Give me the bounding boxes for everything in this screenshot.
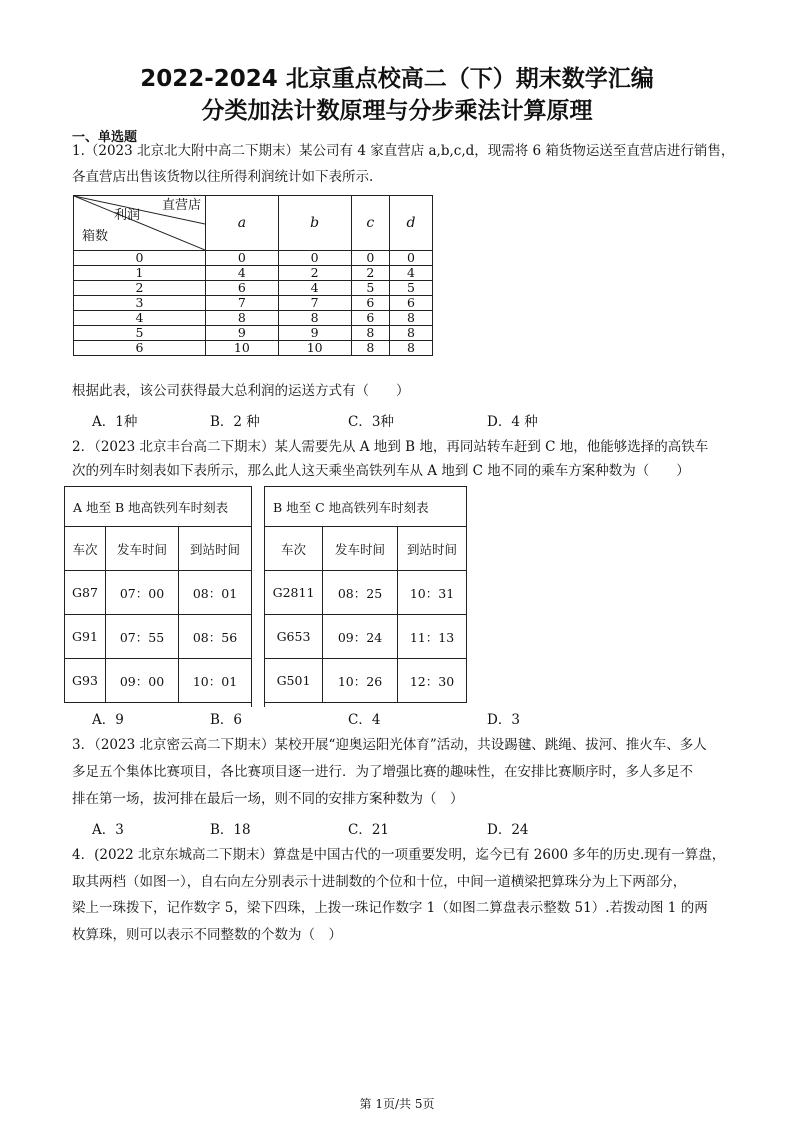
cell: 0	[351, 251, 390, 266]
q2-option-b[interactable]: B．6	[210, 712, 243, 728]
cell: 0	[390, 251, 433, 266]
table-row	[74, 281, 433, 296]
cell: 10	[206, 341, 279, 356]
cell: 6	[206, 281, 279, 296]
cell: G2811	[265, 571, 323, 615]
table-row	[265, 571, 467, 615]
table-row	[74, 341, 433, 356]
cell: 2	[351, 266, 390, 281]
cell: 4	[206, 266, 279, 281]
table-row	[74, 311, 433, 326]
table-row	[74, 296, 433, 311]
cell: 0	[206, 251, 279, 266]
q1-option-b[interactable]: B．2 种	[210, 414, 260, 430]
cell: 08：25	[323, 571, 398, 615]
cell: 8	[351, 326, 390, 341]
cell: 5	[74, 326, 206, 341]
cell: 09：00	[106, 659, 179, 703]
q1-option-c[interactable]: C．3种	[348, 414, 394, 430]
q3-option-a[interactable]: A．3	[92, 822, 124, 838]
header-arrive: 到站时间	[398, 527, 467, 571]
cell: 7	[278, 296, 351, 311]
q1-stem-line2: 各直营店出售该货物以往所得利润统计如下表所示.	[72, 169, 374, 185]
page-footer: 第 1页/共 5页	[359, 1097, 435, 1111]
q4-stem-line3: 梁上一珠拨下，记作数字 5，梁下四珠，上拨一珠记作数字 1（如图二算盘表示整数 51）.若拨动图 1 的两	[72, 900, 708, 916]
col-header-b: b	[278, 196, 351, 251]
header-arrive: 到站时间	[179, 527, 252, 571]
col-header-d: d	[390, 196, 433, 251]
cell: 5	[351, 281, 390, 296]
header-depart: 发车时间	[323, 527, 398, 571]
profit-table	[73, 195, 433, 356]
table-separator	[251, 486, 265, 707]
diag-label-profit: 利润	[114, 208, 141, 223]
cell: 0	[278, 251, 351, 266]
header-train-no: 车次	[65, 527, 106, 571]
q1-stem-line1: 1.（2023 北京北大附中高二下期末）某公司有 4 家直营店 a,b,c,d，现需将 6 箱货物运送至直营店进行销售，	[72, 143, 735, 159]
cell: 2	[74, 281, 206, 296]
cell: 6	[390, 296, 433, 311]
cell: 7	[206, 296, 279, 311]
q2-option-d[interactable]: D．3	[487, 712, 520, 728]
table-row	[265, 615, 467, 659]
q3-option-c[interactable]: C．21	[348, 822, 390, 838]
train-table-b-to-c	[264, 486, 467, 703]
q3-stem-line1: 3．（2023 北京密云高二下期末）某校开展“迎奥运阳光体育”活动，共设踢毽、跳绳、拔河、推火车、多人	[72, 737, 707, 753]
cell: 11：13	[398, 615, 467, 659]
col-header-c: c	[351, 196, 390, 251]
q2-option-a[interactable]: A．9	[92, 712, 124, 728]
train-table-b-title: B 地至 C 地高铁列车时刻表	[265, 487, 467, 527]
cell: G93	[65, 659, 106, 703]
cell: 4	[74, 311, 206, 326]
q3-stem-line3: 排在第一场，拔河排在最后一场，则不同的安排方案种数为（ ）	[72, 791, 464, 807]
cell: 2	[278, 266, 351, 281]
q3-option-b[interactable]: B．18	[210, 822, 251, 838]
table-row	[65, 615, 252, 659]
q3-option-d[interactable]: D．24	[487, 822, 529, 838]
cell: 10：01	[179, 659, 252, 703]
cell: G91	[65, 615, 106, 659]
train-table-a-to-b	[64, 486, 252, 703]
cell: 07：55	[106, 615, 179, 659]
profit-table-diagonal-header	[74, 196, 206, 251]
q1-option-d[interactable]: D．4 种	[487, 414, 538, 430]
cell: 6	[351, 311, 390, 326]
q1-option-a[interactable]: A．1种	[92, 414, 138, 430]
cell: G653	[265, 615, 323, 659]
q2-option-c[interactable]: C．4	[348, 712, 381, 728]
cell: 08：56	[179, 615, 252, 659]
cell: 0	[74, 251, 206, 266]
cell: 4	[390, 266, 433, 281]
cell: 09：24	[323, 615, 398, 659]
cell: 8	[390, 326, 433, 341]
document-title-line1: 2022-2024 北京重点校高二（下）期末数学汇编	[140, 66, 654, 92]
table-row	[65, 571, 252, 615]
table-row	[65, 659, 252, 703]
table-row	[74, 266, 433, 281]
cell: 9	[206, 326, 279, 341]
cell: 6	[351, 296, 390, 311]
q2-stem-line2: 次的列车时刻表如下表所示，那么此人这天乘坐高铁列车从 A 地到 C 地不同的乘车方案种数为（ ）	[72, 463, 690, 479]
table-row	[74, 326, 433, 341]
cell: G501	[265, 659, 323, 703]
cell: 1	[74, 266, 206, 281]
cell: 12：30	[398, 659, 467, 703]
cell: 5	[390, 281, 433, 296]
cell: 6	[74, 341, 206, 356]
cell: G87	[65, 571, 106, 615]
cell: 07：00	[106, 571, 179, 615]
header-depart: 发车时间	[106, 527, 179, 571]
diag-label-boxes: 箱数	[82, 229, 109, 244]
cell: 8	[390, 311, 433, 326]
q2-stem-line1: 2．（2023 北京丰台高二下期末）某人需要先从 A 地到 B 地，再同站转车赶到 C 地，他能够选择的高铁车	[72, 439, 709, 455]
table-row	[74, 251, 433, 266]
q3-stem-line2: 多足五个集体比赛项目，各比赛项目逐一进行．为了增强比赛的趣味性，在安排比赛顺序时，多人多足不	[72, 764, 693, 780]
cell: 4	[278, 281, 351, 296]
section-heading: 一、单选题	[72, 130, 138, 145]
q4-stem-line4: 枚算珠，则可以表示不同整数的个数为（ ）	[72, 927, 342, 943]
cell: 10：31	[398, 571, 467, 615]
document-title-line2: 分类加法计数原理与分步乘法计算原理	[201, 98, 593, 124]
header-train-no: 车次	[265, 527, 323, 571]
q4-stem-line2: 取其两档（如图一），自右向左分别表示十进制数的个位和十位，中间一道横梁把算珠分为上下两部分，	[72, 874, 687, 890]
cell: 8	[390, 341, 433, 356]
cell: 9	[278, 326, 351, 341]
cell: 08：01	[179, 571, 252, 615]
cell: 10：26	[323, 659, 398, 703]
cell: 10	[278, 341, 351, 356]
train-table-a-title: A 地至 B 地高铁列车时刻表	[65, 487, 252, 527]
diag-label-store: 直营店	[161, 198, 201, 213]
col-header-a: a	[206, 196, 279, 251]
q1-question: 根据此表，该公司获得最大总利润的运送方式有（ ）	[72, 383, 410, 399]
table-row	[265, 659, 467, 703]
cell: 8	[351, 341, 390, 356]
cell: 3	[74, 296, 206, 311]
cell: 8	[278, 311, 351, 326]
q4-stem-line1: 4．(2022 北京东城高二下期末）算盘是中国古代的一项重要发明，迄今已有 2600 多年的历史.现有一算盘，	[72, 847, 726, 863]
cell: 8	[206, 311, 279, 326]
